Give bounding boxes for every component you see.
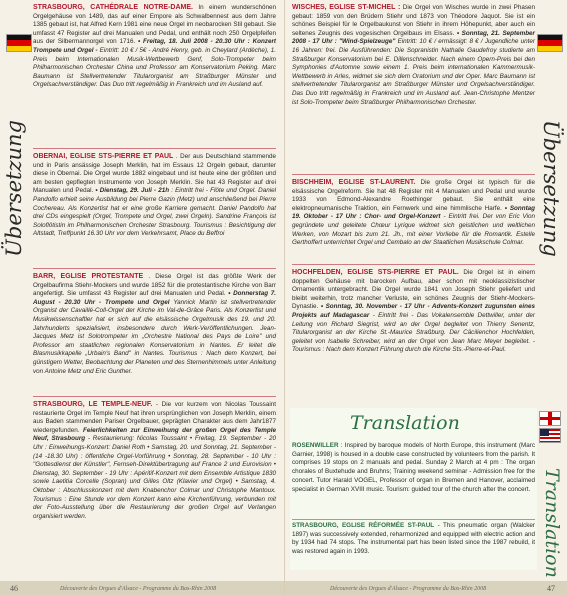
- block-body: - Die vor kurzem von Nicolas Toussaint restaurierte Orgel im Temple Neuf hat ihren ursprünglichen von Joseph Merklin, einem aus Baden stammenden Pariser Orgelbauer, geprägten Charakter aus dem Jahr1877 wiedergefunden.: [33, 401, 276, 434]
- american-flag-icon: [539, 428, 561, 443]
- translation-head: STRASBOURG, EGLISE RÉFORMÉE ST-PAUL: [292, 522, 435, 529]
- block-head: WISCHES, EGLISE ST-MICHEL :: [292, 4, 401, 11]
- block-event: • Donnerstag 7. August - 20.30 Uhr - Trompete und Orgel: [33, 290, 276, 306]
- block-body: Die Orgel von Wisches wurde in zwei Phasen gebaut: 1859 von den Brüdern Stiehr und 1873 von Théodore Jaquot. Sie ist ein schönes Beispiel für le Orgelbaukunst von Stiehr in ihrem Höhepunkt, aber auch ein seltenes Zeugnis des vogesischen Orgelbaus im Elsass.: [292, 4, 536, 37]
- block-head: BARR, EGLISE PROTESTANTE: [33, 273, 144, 280]
- block-head: STRASBOURG, CATHÉDRALE NOTRE-DAME.: [33, 4, 193, 11]
- german-flag-icon: [537, 34, 563, 52]
- block-event-detail: - Eintritt frei. Der von Eric Vion gegründete und geleitete Chœur Lyrique widmet sich geistlichen und weltlichen Werken, von Mozart bis zum 21. Jh., mit einer Vorliebe für die Romantik. Estelle Gerthoffert unterrichtet Orgel und Cembalo an der Staatlichen Musikschule Colmar.: [292, 213, 536, 247]
- block-body: . Diese Orgel ist das größte Werk der Orgelbaufirma Stiehr-Mockers und wurde 1852 für die protestantische Kirche von Barr angefertigt. Sie umfasst 43 Register auf drei Manualen und Pedal.: [33, 273, 276, 298]
- german-flag-icon: [6, 34, 32, 52]
- page-number-left: 46: [10, 584, 18, 593]
- block-strasbourg-cathedrale: [33, 3, 276, 90]
- divider: [292, 519, 535, 520]
- block-event: • Dienstag, 29. Juli - 21h: [95, 187, 170, 195]
- block-event-detail: Yannick Martin ist stellvertretender Organist der Cavaillé-Coll-Orgel der Kirche im Val-de-Grâce Paris. Als Konzertist und Musikwissenschaftler hat er sich auf die elsässische Orgelmusik des 19. und 20. Jahrhunderts spezialisiert, insbesondere durch Werk-Veröffentlichungen. Jean-Jacques Metz ist Solotrompeter im „Orchestre National des Pays de Loire" und Professor am staatlichen regionalen Konservatorium in Nantes. Er leitet die Blasmusikkapelle „Urbain's Band" in Nantes. Tourismus : Nach dem Konzert, bei günstigem Wetter, Beobachtung der Planeten und des Sternenhimmels unter Anleitung von Antoine Metz und Eric Gunther.: [33, 298, 276, 375]
- block-event-detail: Eintritt: 10 € / 5€ - André Henry, geb. in Cheylard (Ardèche), 1. Preis beim Internationalen Musik-Wettbewerb Genf, Solo-Trompeter beim Philharmonischen Orchester China und Professor am Konservatorium Peking. Marc Baumann ist Stellvertretender Titularorganist am Straßburger Münster und Orgelsachverständiger. Das Duo tritt regelmäßig in Frankreich und im Ausland auf.: [33, 46, 276, 89]
- block-body: Die große Orgel ist typisch für die elsässische Orgelreform. Sie hat 48 Register mit 4 Manualen und Pedal und wurde 1933 von Edmond-Alexandre Roethinger gebaut. Sie enthält eine elektropneumanische Traktion, ein Fernwerk und eine himmlische Harfe.: [292, 179, 535, 212]
- block-bischheim: [292, 178, 535, 248]
- vertical-title-left: Übersetzung: [2, 120, 26, 257]
- translation-entry-rosenwiller: [292, 442, 535, 494]
- translation-body: : Inspired by baroque models of North Europe, this instrument (Marc Garnier, 1998) is housed in a double case constructed by volunteers from the parish. It comprises 19 stops on 2 manuals and pedal. Sunday 2 March at 4 pm : The organ chorales of Buxtehude and Bruhns; Training weekend seminar - Admission free for the concert. Tutor Harald VOGEL, Professor of organ in Bremen and Hanover, acclaimed specialist in German XVIII music. Tourism: guided tour of the church after the concert.: [292, 442, 536, 493]
- block-head: HOCHFELDEN, EGLISE STS-PIERRE ET PAUL.: [292, 269, 459, 276]
- block-event: • Sonntag, 30. November - 17 Uhr - Advents-Konzert zugunsten eines Projekts auf Madagascar: [292, 303, 536, 319]
- translation-head: ROSENWILLER: [292, 442, 339, 449]
- vertical-translation-title: Translation: [541, 468, 563, 578]
- block-head: OBERNAI, EGLISE STS-PIERRE ET PAUL: [33, 153, 174, 160]
- block-head: BISCHHEIM, EGLISE ST-LAURENT.: [292, 179, 416, 186]
- translation-entry-st-paul: [292, 522, 535, 557]
- block-hochfelden: [292, 268, 535, 355]
- footer-text-left: Découverte des Orgues d'Alsace - Programme du Bas-Rhin 2008: [60, 586, 217, 592]
- block-event-detail: Eintritt: 10 € / ermässigt: 8 € / Jugendliche unter 16 Jahren: frei. Die Ausführenden: Die Sopranistin Nathalie Gaudefroy studierte am Straßburger Konservatorium bei E. Dillenschneider. Nach einem Opern-Preis bei den Symphonies d'Automne sowie einem 1. Preis beim internationalen Kammermusik-Wettbewerb in Arles, widmet sie sich dem Oratorium und der Oper. Marc Baumann ist stellvertretender Titularorganist am Straßburger Münster und Orgelsachverständiger. Das Duo tritt regelmäßig in Frankreich und im Ausland auf. Jean-Christophe Mentzer ist Solo-Trompeter beim Straßburger Philharmonischen Orchester.: [292, 38, 535, 106]
- block-body: In einem wunderschönen Orgelgehäuse von 1489, das auf einer Empore als Schwalbennest aus dem Jahre 1385 gebaut ist, hat Alfred Kern 1981 eine neue Orgel im neobarocken Stil gebaut. Sie umfasst 47 Register auf drei Manualen und Pedal, und enthält noch 250 Orgelpfeifen aus der Silbermannorgel von 1716.: [33, 4, 277, 46]
- block-body: . Der aus Deutschland stammende und in Paris ansässige Joseph Merklin, hat im Essaus 12 Orgeln gebaut, darunter diese in Obernai. Die Orgel wurde 1882 eingebaut und ist heute eine der größten und am besten gepflegten Instrumente von Joseph Merklin. Sie hat 43 Register auf drei Manualen und Pedal.: [33, 153, 277, 195]
- divider: [33, 396, 276, 397]
- block-head: STRASBOURG, LE TEMPLE-NEUF.: [33, 401, 153, 408]
- block-event: • Sonntag, 21. September 2008 - 17 Uhr : "Wind-Spielzeuge": [292, 29, 536, 46]
- block-event: Feierlichkeiten zur Einweihung der großen Orgel des Temple Neuf, Strasbourg: [33, 426, 276, 443]
- divider: [292, 264, 535, 265]
- block-event-detail: - Restaurierung: Nicolas Toussaint • Freitag, 19. September - 20 Uhr : Einweihungs-Konzert: Daniel Roth • Samstag, 20. und Sonntag, 21. September - (14 -18.30 Uhr) : öffentliche Orgel-Vorführung • Sonntag, 28. September - 10 Uhr : "Gottesdienst der Künstler", Fernseh-Direktübertragung auf France 2 und Eurovision • Dienstag, 30. September - 19 Uhr : Apéritif-Konzert mit dem Ensemble Artistique 1830 sowie Laetitia Corcelle (Sopran) und Gilles Oltz (Klavier und Orgel) • Samstag, 4. Oktober : Abschlusskonzert mit dem Knabenchor Colmar und Christophe Mantoux. Tourismus : Eine Stunde vor dem Konzert kann eine Kirchenführung, verbunden mit der Foto-Ausstellung über die Restaurierung der großen Orgel auf Verlangen organisiert werden.: [33, 435, 276, 520]
- block-barr: [33, 272, 276, 376]
- translation-title: Translation: [350, 412, 460, 434]
- block-event: • Sonntag 19. Oktober - 17 Uhr : Chor- und Orgel-Konzert: [292, 204, 536, 221]
- block-event-detail: : Eintritt frei - Flöte und Orgel. Daniel Pandolfo erhielt seine Ausbildung bei Pierre Gazin (Metz) und anschließend bei Pierre Cochereau. Als Konzertist hat er eine große Karriere gemacht. Daniel Pandolfo hat drei CDs eingespielt (Orgel, Trompete und Orgel, zwei Orgeln). Sandrine François ist Soloflötistin im Philharmonischen Orchester Strasbourg. Tourismus : Besichtigung der Altstadt, Treffpunkt 16.30 Uhr vor dem Verkehrsamt, Place du Beffroi: [33, 187, 276, 238]
- block-event: • Freitag, 18. Juli 2008 - 20.30 Uhr : Konzert Trompete und Orgel -: [33, 38, 277, 54]
- english-flag-icon: [539, 411, 561, 426]
- translation-body: - This pneumatic organ (Walcker 1897) was successively extended, reharmonized and equipped with electric action and by 1934 had 74 stops. The instrumental part has been listed since the 1987 rebuild, it was restored again in 1993.: [292, 522, 536, 556]
- block-body: Die Orgel ist in einem doppelten Gehäuse mit barocken Aufbau, aber schon mit neoklassizistischer Ornamentik untergebracht. Die Orgel wurde 1841 von Joseph Stiehr geliefert und bleibt weiterhin, trotz mancher Verluste, ein schönes Zeugnis der Stiehr-Mockers-Dynastie.: [292, 269, 535, 311]
- divider: [292, 174, 535, 175]
- vertical-title-right: Übersetzung: [539, 120, 563, 257]
- footer-text-right: Découverte des Orgues d'Alsace - Programme du Bas-Rhin 2008: [330, 586, 487, 592]
- block-event-detail: - Eintritt frei - Das Vokalensemble Dettwiller, unter der Leitung von Richard Siegrist, wird an der Orgel begleitet von Thierry Senentz, Titularorganist an der Kirche St.-Maurice Straßburg. Der Cäcilienchor Hochfelden, geleitet von Isabelle Schreiber, wird an der Orgel von Jean Marc Meyer begleitet. - Tourismus : Nach dem Konzert Führung durch die Kirche Sts.-Pierre-et-Paul.: [292, 311, 535, 354]
- divider: [33, 148, 276, 149]
- block-temple-neuf: [33, 400, 276, 521]
- block-wisches: [292, 3, 535, 107]
- divider: [33, 268, 276, 269]
- page-number-right: 47: [547, 584, 555, 593]
- block-obernai: [33, 152, 276, 239]
